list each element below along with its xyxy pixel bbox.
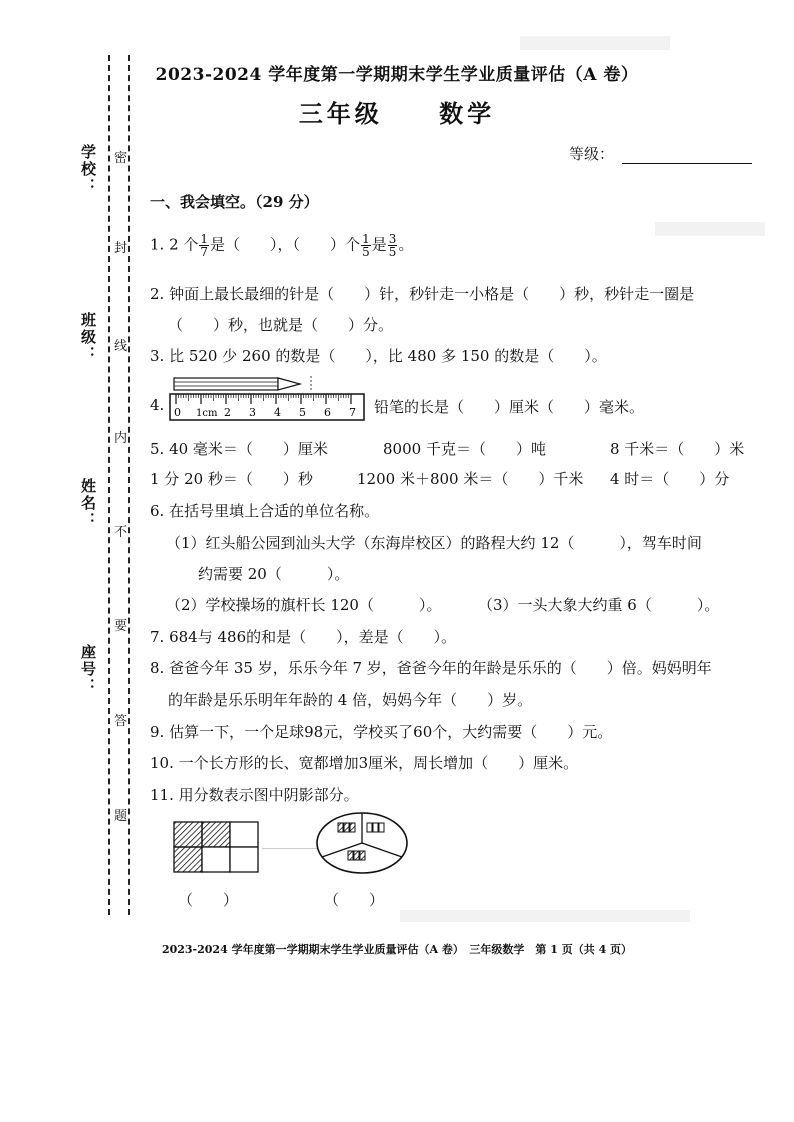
fraction [361,233,371,258]
dashed-line [128,55,130,915]
question-8-line-1: 8. 爸爸今年 35 岁，乐乐今年 7 岁，爸爸今年的年龄是乐乐的（ ）倍。妈妈明年 [150,659,712,677]
seat-label: 座号： [79,644,97,695]
ruler-pencil-svg [168,374,368,422]
section-heading: 一、我会填空。（29 分） [150,193,319,211]
fraction-numerator: 3 [388,232,397,246]
question-2-line-1: 2. 钟面上最长最细的针是（ ）针，秒针走一小格是（ ）秒，秒针走一圈是 [150,285,695,303]
fraction-denominator: 5 [362,245,370,259]
ruler-label: 3 [249,406,256,419]
seal-char: 不 [114,518,127,543]
seal-char: 答 [114,707,127,732]
small-rectangles-shaded [348,851,365,860]
question-11: 11. 用分数表示图中阴影部分。 [150,786,359,804]
pencil-tip [278,378,300,390]
question-4-number: 4. [150,396,165,414]
grid-figure [172,820,262,876]
grade-field [569,143,752,164]
question-5-line-2-a: 1 分 20 秒＝（ ）秒 [150,470,313,488]
q1-text-a: 1. 2 个 [150,235,199,254]
seal-char: 要 [114,612,127,637]
question-6-2: （2）学校操场的旗杆长 120（ ）。 [166,596,442,614]
ruler-label: 6 [324,406,331,419]
ruler-figure [168,374,368,422]
scan-shadow [655,222,765,236]
question-5-line-2-c: 4 时＝（ ）分 [610,470,730,488]
question-5-line-1-a: 5. 40 毫米＝（ ）厘米 [150,440,328,458]
fraction-denominator: 7 [200,245,209,259]
pencil-body [174,378,278,390]
fraction-denominator: 5 [388,245,397,259]
page-footer: 2023-2024 学年度第一学期期末学生学业质量评估（A 卷） 三年级数学 第 1 页（共 4 页） [161,943,633,956]
grid-cell-shaded [174,822,202,847]
question-10: 10. 一个长方形的长、宽都增加3厘米，周长增加（ ）厘米。 [150,754,579,772]
ruler-label: 5 [299,406,306,419]
grade-name: 三年级 [298,99,383,128]
oval-figure-svg [314,810,410,876]
q1-text-c: 是 [371,235,387,254]
scan-shadow [520,36,670,50]
seal-char: 密 [114,144,127,169]
q1-text-d: 。 [398,235,414,254]
seal-char: 线 [114,332,127,357]
grid-cell-shaded [202,822,230,847]
question-4-text: 铅笔的长是（ ）厘米（ ）毫米。 [374,398,645,416]
question-8-line-2: 的年龄是乐乐明年年龄的 4 倍，妈妈今年（ ）岁。 [168,691,533,709]
school-label: 学校： [79,144,97,195]
question-5-line-2-b: 1200 米＋800 米＝（ ）千米 [357,470,584,488]
ruler-label: 2 [224,406,231,419]
fraction-numerator: 1 [362,232,370,246]
seal-char: 封 [114,234,127,259]
dashed-line [108,55,110,915]
question-1 [150,233,413,258]
grid-cell-shaded [174,847,202,872]
question-2-line-2: （ ）秒，也就是（ ）分。 [168,316,394,334]
connector-line [262,848,318,849]
fraction [388,233,398,258]
grid-cell [230,847,258,872]
page-title: 2023-2024 学年度第一学期期末学生学业质量评估（A 卷） [155,65,639,85]
answer-blank-2[interactable]: （ ） [324,891,385,909]
subject-name: 数学 [439,99,496,128]
answer-blank-1[interactable]: （ ） [178,891,239,909]
small-rectangles-shaded [338,823,355,832]
grid-figure-svg [172,820,262,876]
name-label: 姓名： [79,478,97,529]
seal-char: 内 [114,424,127,449]
question-6-1-line-1: （1）红头船公园到汕头大学（东海岸校区）的路程大约 12（ ），驾车时间 [166,534,702,552]
page-subtitle [0,94,794,129]
ruler-label: 4 [274,406,281,419]
question-6: 6. 在括号里填上合适的单位名称。 [150,502,380,520]
fraction-numerator: 1 [200,232,209,246]
oval-figure [314,810,410,876]
ruler-label: 7 [349,406,356,419]
q1-text-b: 是（ ），（ ）个 [210,235,361,254]
grade-label: 等级： [569,145,615,163]
question-9: 9. 估算一下，一个足球98元，学校买了60个，大约需要（ ）元。 [150,723,613,741]
grid-cell [202,847,230,872]
question-3: 3. 比 520 少 260 的数是（ ），比 480 多 150 的数是（ ）。 [150,347,607,365]
small-rectangles [367,823,384,832]
question-5-line-1-c: 8 千米＝（ ）米 [610,440,745,458]
question-7: 7. 684与 486的和是（ ），差是（ ）。 [150,628,457,646]
ruler-label: 0 [174,406,181,419]
question-5-line-1-b: 8000 千克＝（ ）吨 [383,440,546,458]
question-6-1-line-2: 约需要 20（ ）。 [198,565,350,583]
grade-blank[interactable] [622,149,752,164]
question-6-3: （3）一头大象大约重 6（ ）。 [478,596,720,614]
seal-char: 题 [114,802,127,827]
fraction [199,233,209,258]
grid-cell [230,822,258,847]
ruler-label: 1cm [196,408,218,419]
class-label: 班级： [79,312,97,363]
scan-shadow [400,910,690,922]
